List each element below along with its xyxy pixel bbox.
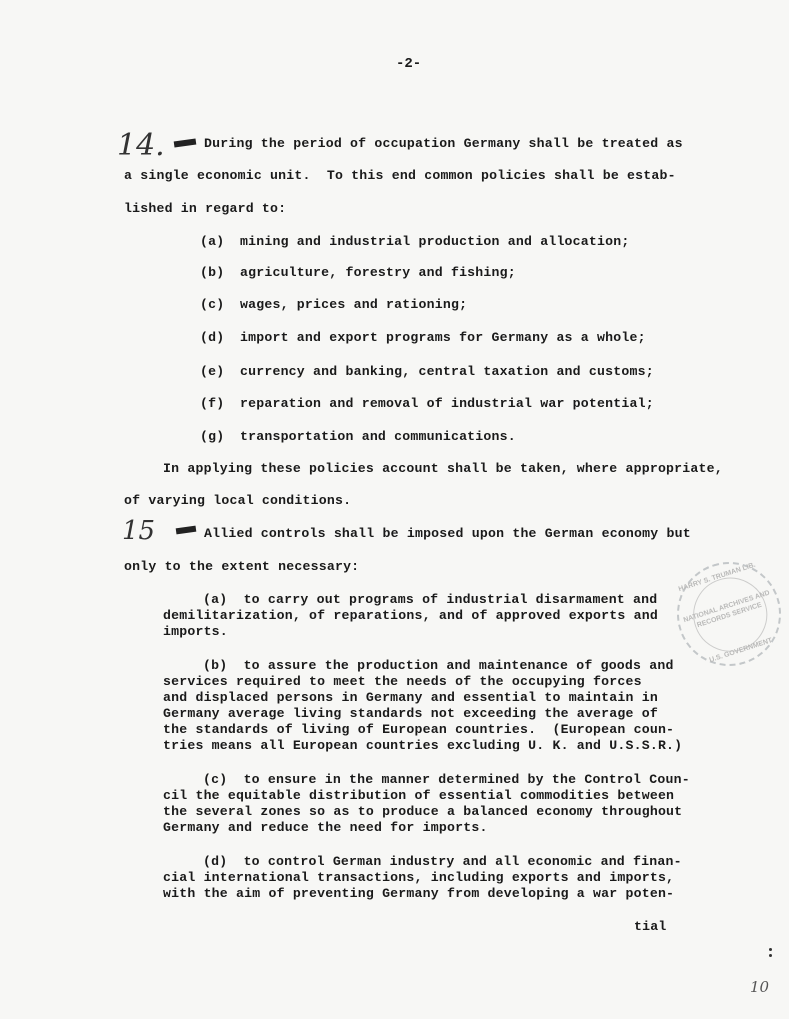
list-item-label: (a) — [200, 234, 225, 249]
struck-out-number-mark — [176, 526, 197, 535]
section14-closing-line-2: of varying local conditions. — [124, 493, 352, 508]
paragraph-b-line: and displaced persons in Germany and essential to maintain in — [163, 690, 658, 705]
list-item-text: mining and industrial production and allocation; — [240, 234, 630, 249]
paragraph-c-line: the several zones so as to produce a balanced economy throughout — [163, 804, 683, 819]
list-item-label: (g) — [200, 429, 225, 444]
list-item-text: agriculture, forestry and fishing; — [240, 265, 516, 280]
section14-line-3: lished in regard to: — [124, 201, 287, 216]
list-item-text: currency and banking, central taxation and customs; — [240, 364, 654, 379]
handwritten-section-number-14: 14. — [117, 128, 165, 163]
paragraph-d-line: cial international transactions, including exports and imports, — [163, 870, 675, 885]
paragraph-c-line: Germany and reduce the need for imports. — [163, 820, 488, 835]
paragraph-b-line: (b) to assure the production and maintenance of goods and — [203, 658, 674, 673]
section14-line-1: During the period of occupation Germany shall be treated as — [204, 136, 683, 151]
stamp-middle-text: NATIONAL ARCHIVES AND RECORDS SERVICE — [682, 589, 771, 630]
list-item-text: transportation and communications. — [240, 429, 516, 444]
paragraph-c-line: (c) to ensure in the manner determined by the Control Coun- — [203, 772, 690, 787]
paragraph-b-line: Germany average living standards not exceeding the average of — [163, 706, 658, 721]
margin-dots — [769, 948, 772, 958]
struck-out-number-mark — [174, 138, 197, 147]
list-item-text: reparation and removal of industrial war potential; — [240, 396, 654, 411]
page-number: -2- — [396, 56, 422, 72]
stamp-top-text: HARRY S. TRUMAN LIB. — [677, 561, 757, 594]
paragraph-d-line: with the aim of preventing Germany from developing a war poten- — [163, 886, 675, 901]
continuation-word: tial — [634, 919, 667, 934]
paragraph-c-line: cil the equitable distribution of essential commodities between — [163, 788, 675, 803]
list-item-text: wages, prices and rationing; — [240, 297, 468, 312]
list-item-text: import and export programs for Germany as a whole; — [240, 330, 646, 345]
paragraph-a-line: (a) to carry out programs of industrial disarmament and — [203, 592, 658, 607]
list-item-label: (d) — [200, 330, 225, 345]
list-item-label: (f) — [200, 396, 225, 411]
handwritten-page-mark: 10 — [750, 978, 770, 996]
list-item-label: (e) — [200, 364, 225, 379]
paragraph-d-line: (d) to control German industry and all economic and finan- — [203, 854, 682, 869]
paragraph-a-line: imports. — [163, 624, 228, 639]
list-item-label: (b) — [200, 265, 225, 280]
paragraph-b-line: tries means all European countries excluding U. K. and U.S.S.R.) — [163, 738, 683, 753]
stamp-bottom-text: U.S. GOVERNMENT — [708, 637, 774, 665]
section14-closing-line-1: In applying these policies account shall be taken, where appropriate, — [163, 461, 723, 476]
list-item-label: (c) — [200, 297, 225, 312]
paragraph-b-line: the standards of living of European countries. (European coun- — [163, 722, 675, 737]
handwritten-section-number-15: 15 — [122, 516, 156, 546]
paragraph-a-line: demilitarization, of reparations, and of approved exports and — [163, 608, 658, 623]
archive-stamp — [663, 548, 789, 679]
paragraph-b-line: services required to meet the needs of the occupying forces — [163, 674, 642, 689]
section15-line-1: Allied controls shall be imposed upon the German economy but — [204, 526, 691, 541]
section15-line-2: only to the extent necessary: — [124, 559, 360, 574]
section14-line-2: a single economic unit. To this end common policies shall be estab- — [124, 168, 676, 183]
